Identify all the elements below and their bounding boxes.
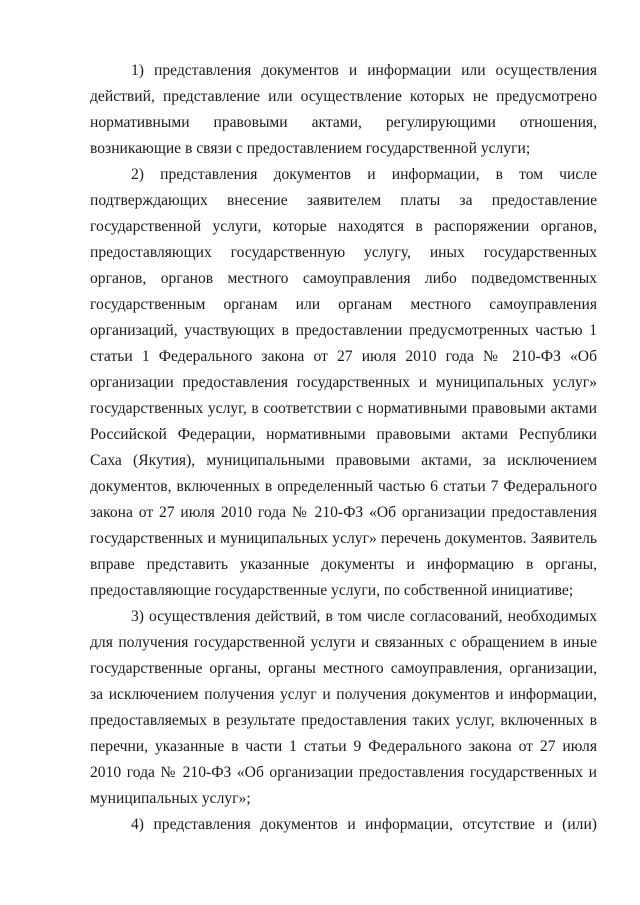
paragraph-item-4: 4) представления документов и информации, отсутствие и (или) bbox=[131, 816, 597, 833]
paragraph-item-2: 2) представления документов и информации, в том числе подтверждающих внесение заявителем платы за предоставление государственной услуги, которые находятся в распоряжении органов, предоставляющих государственную услугу, иных государственных органов, органов местного самоуправления либо подведомственных государственным органам или органам местного самоуправления организаций, участвующих в предоставлении предусмотренных частью 1 статьи 1 Федерального закона от 27 июля 2010 года № 210-ФЗ «Об организации предоставления государственных и муниципальных услуг» государственных услуг, в соответствии с нормативными правовыми актами Российской Федерации, нормативными правовыми актами Республики Саха (Якутия), муниципальными правовыми актами, за исключением документов, включенных в определенный частью 6 статьи 7 Федерального закона от 27 июля 2010 года № 210-ФЗ «Об организации предоставления государственных и муниципальных услуг» перечень документов. Заявитель вправе представить указанные документы и информацию в органы, предоставляющие государственные услуги, по собственной инициативе; bbox=[90, 166, 597, 599]
paragraph-item-1: 1) представления документов и информации или осуществления действий, представление или осуществление которых не предусмотрено нормативными правовыми актами, регулирующими отношения, возникающие в связи с предоставлением государственной услуги; bbox=[90, 62, 597, 157]
paragraph-item-3: 3) осуществления действий, в том числе согласований, необходимых для получения государственной услуги и связанных с обращением в иные государственные органы, органы местного самоуправления, организации, за исключением получения услуг и получения документов и информации, предоставляемых в результате предоставления таких услуг, включенных в перечни, указанные в части 1 статьи 9 Федерального закона от 27 июля 2010 года № 210-ФЗ «Об организации предоставления государственных и муниципальных услуг»; bbox=[90, 608, 597, 807]
document-page bbox=[90, 58, 597, 838]
